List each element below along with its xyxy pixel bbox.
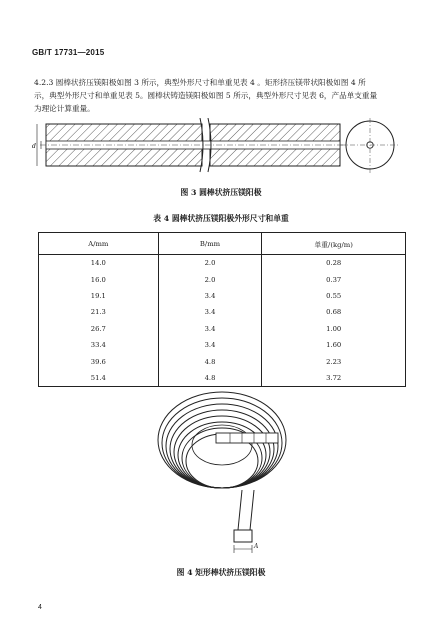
rod-end-view [340,118,400,174]
paragraph-line: 示，典型外形尺寸和单重见表 5。圆棒状铸造镁阳极如图 5 所示，典型外形尺寸见表 6，产品单支重量 [34,91,378,100]
table-cell: 4.8 [158,370,262,387]
table-cell: 0.28 [262,255,406,272]
dimension-label-d: d [32,143,36,150]
table-cell: 21.3 [39,304,159,320]
table-cell: 3.4 [158,337,262,353]
table-cell: 2.0 [158,271,262,287]
figure-3-drawing [30,118,420,178]
table-4 [38,232,406,387]
figure-4-caption: 图 4 矩形棒状挤压镁阳极 [176,568,266,577]
table-cell: 26.7 [39,321,159,337]
table-cell: 1.00 [262,321,406,337]
table-cell: 14.0 [39,255,159,272]
table-cell: 3.4 [158,321,262,337]
table-cell: 19.1 [39,288,159,304]
table-cell: 3.72 [262,370,406,387]
table-row [39,353,406,369]
paragraph-line: 为理论计算重量。 [34,104,95,113]
table-cell: 0.37 [262,271,406,287]
rod-side-view [40,118,348,172]
table-header-row [39,233,406,255]
ribbon-tail [234,490,259,553]
table-cell: 2.0 [158,255,262,272]
dimension-d [32,124,41,166]
column-header: 单重/(kg/m) [262,233,406,255]
table-cell: 2.23 [262,353,406,369]
table-row [39,271,406,287]
ribbon-coil [158,392,286,488]
table-cell: 4.8 [158,353,262,369]
figure-3-caption: 图 3 圆棒状挤压镁阳极 [180,188,262,197]
page-number: 4 [38,604,42,611]
table-row [39,337,406,353]
table-row [39,255,406,272]
paragraph-line: 4.2.3 圆棒状挤压镁阳极如图 3 所示，典型外形尺寸和单重见表 4 。矩形挤压镁带状阳极如图 4 所 [34,78,366,87]
table-cell: 39.6 [39,353,159,369]
body-paragraph [34,76,414,115]
table-cell: 16.0 [39,271,159,287]
column-header: B/mm [158,233,262,255]
table-4-caption: 表 4 圆棒状挤压镁阳极外形尺寸和单重 [153,214,289,223]
table-row [39,288,406,304]
table-row [39,304,406,320]
table-cell: 51.4 [39,370,159,387]
table-cell: 3.4 [158,304,262,320]
column-header: A/mm [39,233,159,255]
table-cell: 1.60 [262,337,406,353]
table-cell: 0.55 [262,288,406,304]
table-cell: 33.4 [39,337,159,353]
figure-4-drawing [150,385,295,565]
standard-header: GB/T 17731—2015 [32,48,105,57]
table-row [39,321,406,337]
table-cell: 3.4 [158,288,262,304]
dimension-label-A: A [254,543,259,550]
table-cell: 0.68 [262,304,406,320]
